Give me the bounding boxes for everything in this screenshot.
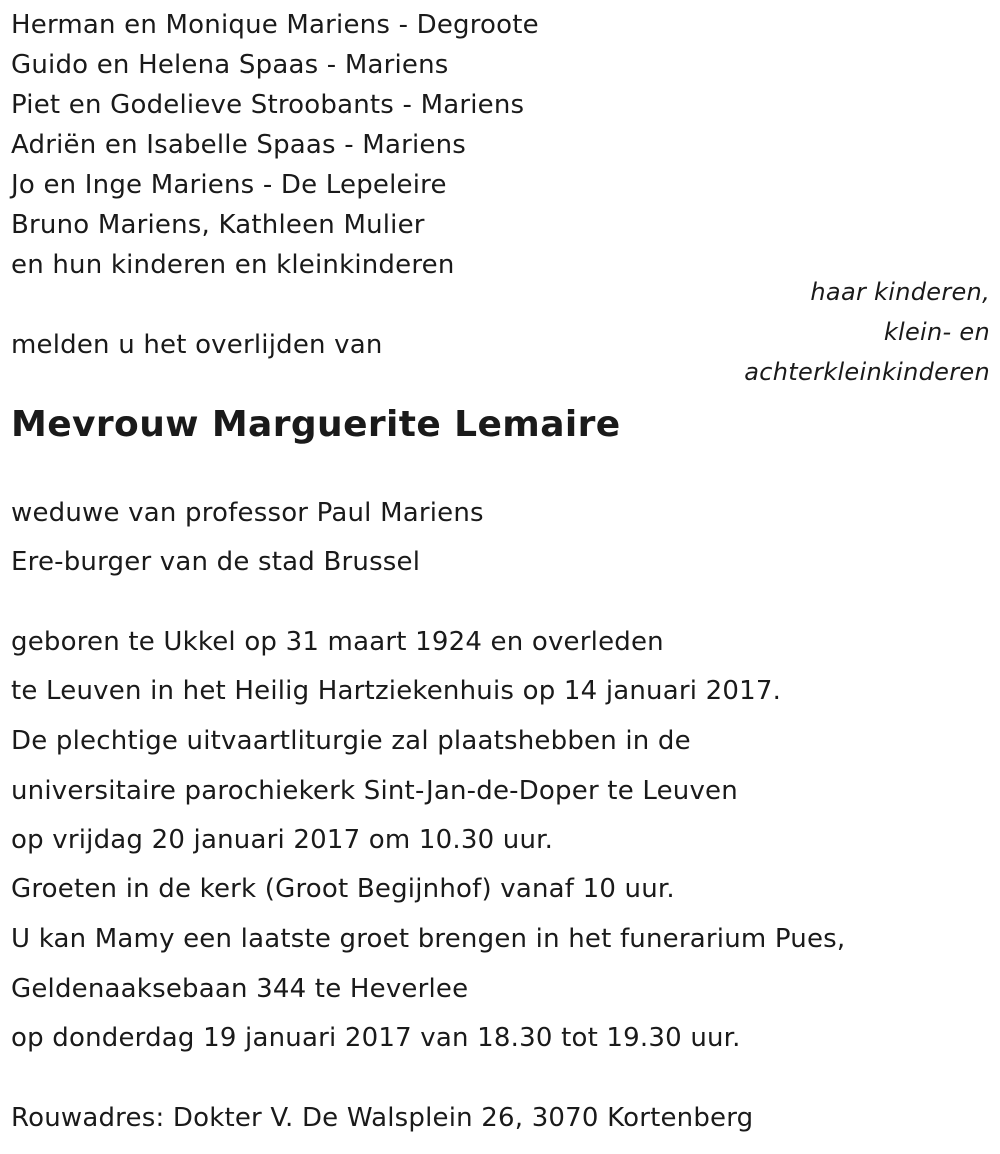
mourning-address: Rouwadres: Dokter V. De Walsplein 26, 3070 Kortenberg: [11, 1103, 754, 1133]
signature-line: klein- en: [883, 318, 990, 346]
detail-line: op donderdag 19 januari 2017 van 18.30 tot 19.30 uur.: [11, 1023, 741, 1053]
family-line: Guido en Helena Spaas - Mariens: [11, 50, 449, 80]
signature-line: achterkleinkinderen: [744, 358, 990, 386]
detail-line: U kan Mamy een laatste groet brengen in het funerarium Pues,: [11, 924, 846, 954]
detail-line: De plechtige uitvaartliturgie zal plaatshebben in de: [11, 726, 691, 756]
detail-line: Geldenaaksebaan 344 te Heverlee: [11, 974, 469, 1004]
family-line: Piet en Godelieve Stroobants - Mariens: [11, 90, 525, 120]
family-line: en hun kinderen en kleinkinderen: [11, 250, 455, 280]
detail-line: op vrijdag 20 januari 2017 om 10.30 uur.: [11, 825, 554, 855]
detail-line: te Leuven in het Heilig Hartziekenhuis op 14 januari 2017.: [11, 676, 782, 706]
detail-line: Groeten in de kerk (Groot Begijnhof) vanaf 10 uur.: [11, 874, 675, 904]
announcement: melden u het overlijden van: [11, 330, 383, 360]
detail-line: geboren te Ukkel op 31 maart 1924 en overleden: [11, 627, 664, 657]
deceased-name: Mevrouw Marguerite Lemaire: [11, 404, 621, 445]
family-line: Adriën en Isabelle Spaas - Mariens: [11, 130, 467, 160]
title-line: weduwe van professor Paul Mariens: [11, 498, 484, 528]
detail-line: universitaire parochiekerk Sint-Jan-de-Doper te Leuven: [11, 776, 738, 806]
family-line: Bruno Mariens, Kathleen Mulier: [11, 210, 425, 240]
title-line: Ere-burger van de stad Brussel: [11, 547, 421, 577]
signature-line: haar kinderen,: [810, 278, 990, 306]
family-line: Herman en Monique Mariens - Degroote: [11, 10, 539, 40]
family-line: Jo en Inge Mariens - De Lepeleire: [11, 170, 447, 200]
signature-block: [744, 272, 990, 392]
